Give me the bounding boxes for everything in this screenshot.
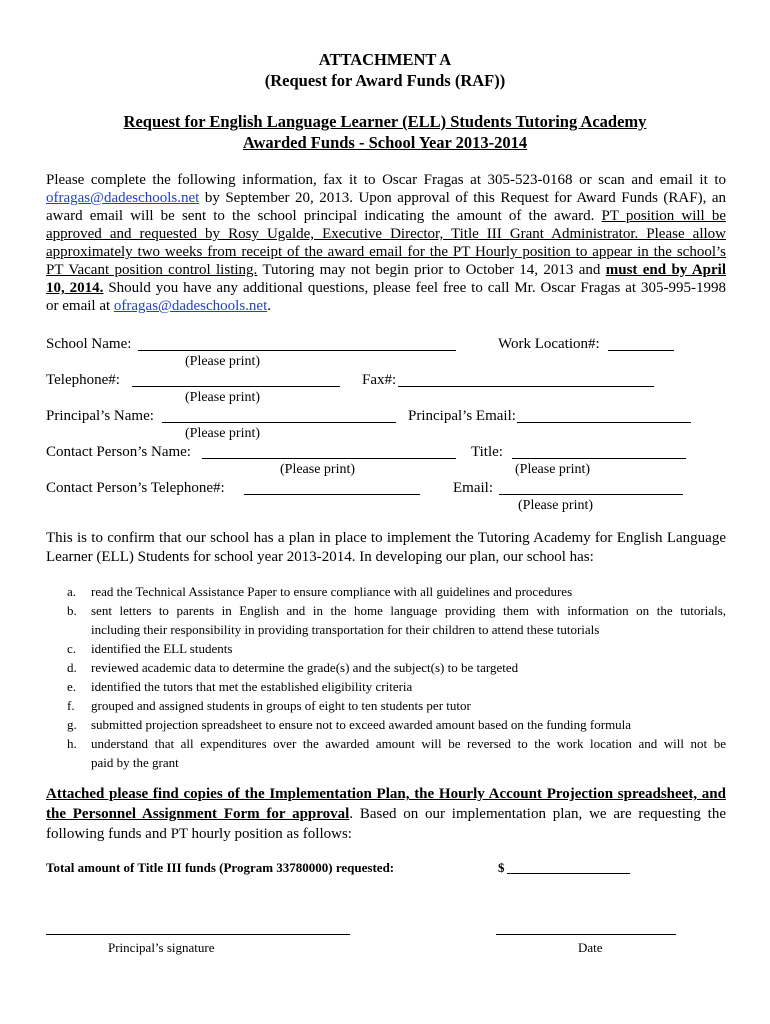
work-location-field[interactable]: [608, 350, 674, 351]
intro-line-1: Please complete the following information, fax it to Oscar Fragas at 305-523-0168 or scan and email it to: [46, 172, 726, 188]
email-link[interactable]: ofragas@dadeschools.net: [46, 190, 200, 206]
contact-name-field[interactable]: [202, 458, 456, 459]
intro-line-5: approximately two weeks from receipt of the award email for the PT Hourly position to appear in the school’s: [46, 244, 726, 260]
form-title-line2: Awarded Funds - School Year 2013-2014: [242, 133, 528, 152]
please-print-note: (Please print): [280, 462, 356, 477]
email-field[interactable]: [499, 494, 683, 495]
please-print-note: (Please print): [518, 498, 594, 513]
confirm-line-2: Learner (ELL) Students for school year 2013-2014. In developing our plan, our school has:: [46, 549, 594, 565]
dollar-sign: $: [498, 860, 505, 875]
list-item: d. reviewed academic data to determine the grade(s) and the subject(s) to be targeted: [67, 660, 519, 675]
attachment-heading: ATTACHMENT A: [318, 50, 452, 69]
attached-line-1: Attached please find copies of the Implementation Plan, the Hourly Account Projection spreadsheet, and: [46, 786, 726, 802]
principal-email-label: Principal’s Email:: [408, 408, 516, 424]
title-label: Title:: [471, 444, 503, 460]
school-name-field[interactable]: [138, 350, 456, 351]
total-funds-label: Total amount of Title III funds (Program 33780000) requested:: [46, 860, 395, 875]
principal-signature-label: Principal’s signature: [108, 940, 215, 955]
list-item: e. identified the tutors that met the established eligibility criteria: [67, 679, 413, 694]
please-print-note: (Please print): [185, 390, 261, 405]
title-field[interactable]: [512, 458, 686, 459]
principal-signature-line[interactable]: [46, 934, 350, 935]
confirm-line-1: This is to confirm that our school has a plan in place to implement the Tutoring Academy for English Language: [46, 530, 726, 546]
total-amount-field[interactable]: [507, 873, 630, 874]
intro-line-8: or email at ofragas@dadeschools.net.: [46, 298, 271, 314]
telephone-field[interactable]: [132, 386, 340, 387]
date-label: Date: [578, 940, 603, 955]
please-print-note: (Please print): [515, 462, 591, 477]
intro-line-4: approved and requested by Rosy Ugalde, Executive Director, Title III Grant Administrator. Please allow: [46, 226, 726, 242]
email-label: Email:: [453, 480, 493, 496]
list-item: g. submitted projection spreadsheet to ensure not to exceed awarded amount based on the funding formula: [67, 717, 632, 732]
contact-name-label: Contact Person’s Name:: [46, 444, 191, 460]
date-line[interactable]: [496, 934, 676, 935]
list-item: c. identified the ELL students: [67, 641, 233, 656]
contact-phone-field[interactable]: [244, 494, 420, 495]
list-item: a. read the Technical Assistance Paper to ensure compliance with all guidelines and procedures: [67, 584, 573, 599]
intro-line-2: ofragas@dadeschools.net by September 20, 2013. Upon approval of this Request for Award Funds (RAF), an: [46, 190, 726, 206]
list-item: h. understand that all expenditures over the awarded amount will be reversed to the work location and will not be: [67, 736, 726, 751]
list-item: f. grouped and assigned students in groups of eight to ten students per tutor: [67, 698, 471, 713]
intro-line-3: award email will be sent to the school principal indicating the amount of the award. PT position will be: [46, 208, 726, 224]
please-print-note: (Please print): [185, 354, 261, 369]
list-item: including their responsibility in providing transportation for their children to attend these tutorials: [91, 622, 600, 637]
telephone-label: Telephone#:: [46, 372, 120, 388]
fax-field[interactable]: [398, 386, 654, 387]
list-item: b. sent letters to parents in English and in the home language providing them with information on the tutorials,: [67, 603, 726, 618]
attached-line-2: the Personnel Assignment Form for approval. Based on our implementation plan, we are requesting the: [46, 806, 727, 822]
contact-phone-label: Contact Person’s Telephone#:: [46, 480, 225, 496]
intro-line-7: 10, 2014. Should you have any additional questions, please feel free to call Mr. Oscar Fragas at 305-995-1998: [46, 280, 727, 296]
principal-name-label: Principal’s Name:: [46, 408, 154, 424]
work-location-label: Work Location#:: [498, 336, 600, 352]
form-title-line1: Request for English Language Learner (ELL) Students Tutoring Academy: [123, 112, 647, 131]
email-link-2[interactable]: ofragas@dadeschools.net: [113, 298, 268, 314]
school-name-label: School Name:: [46, 336, 132, 352]
intro-line-6: PT Vacant position control listing. Tutoring may not begin prior to October 14, 2013 and must end by April: [46, 262, 726, 278]
principal-name-field[interactable]: [162, 422, 396, 423]
attached-line-3: following funds and PT hourly position as follows:: [46, 826, 352, 842]
list-item: paid by the grant: [91, 755, 179, 770]
please-print-note: (Please print): [185, 426, 261, 441]
checklist: [46, 584, 726, 774]
principal-email-field[interactable]: [517, 422, 691, 423]
raf-subtitle: (Request for Award Funds (RAF)): [264, 71, 506, 90]
fax-label: Fax#:: [362, 372, 397, 388]
